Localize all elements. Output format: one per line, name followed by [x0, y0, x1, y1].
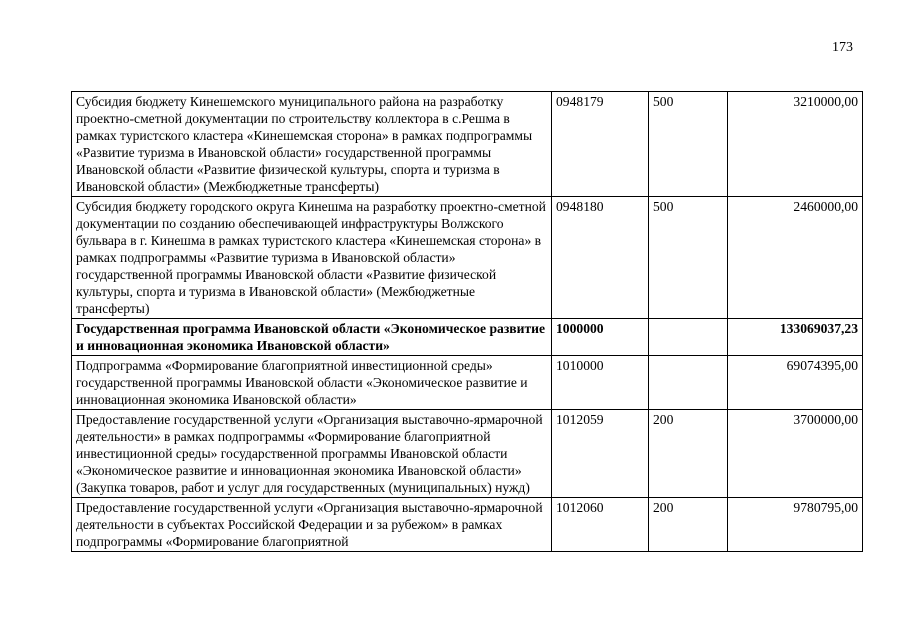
- row-amount-cell: 69074395,00: [728, 356, 863, 410]
- row-code-cell: 0948180: [552, 197, 649, 319]
- row-amount-cell: 133069037,23: [728, 319, 863, 356]
- row-type-cell: 200: [649, 410, 728, 498]
- row-name-cell: Подпрограмма «Формирование благоприятной инвестиционной среды» государственной программы Ивановской области «Экономическое развитие и инновационная экономика Ивановской области»: [72, 356, 552, 410]
- table-row: [72, 410, 863, 498]
- row-code-cell: 1012059: [552, 410, 649, 498]
- row-name-cell: Предоставление государственной услуги «Организация выставочно-ярмарочной деятельности» в рамках подпрограммы «Формирование благоприятной инвестиционной среды» государственной программы Ивановской области «Экономическое развитие и инновационная экономика Ивановской области» (Закупка товаров, работ и услуг для государственных (муниципальных) нужд): [72, 410, 552, 498]
- row-amount-cell: 2460000,00: [728, 197, 863, 319]
- table-row: [72, 92, 863, 197]
- row-amount-cell: 3210000,00: [728, 92, 863, 197]
- row-type-cell: 500: [649, 92, 728, 197]
- row-amount-cell: 9780795,00: [728, 498, 863, 552]
- row-code-cell: 1010000: [552, 356, 649, 410]
- page-number: 173: [832, 40, 853, 55]
- table-row: [72, 356, 863, 410]
- table-row-program-total: [72, 319, 863, 356]
- row-code-cell: 0948179: [552, 92, 649, 197]
- row-type-cell: [649, 319, 728, 356]
- row-code-cell: 1000000: [552, 319, 649, 356]
- row-name-cell: Субсидия бюджету Кинешемского муниципального района на разработку проектно-сметной документации по строительству коллектора в с.Решма в рамках туристского кластера «Кинешемская сторона» в рамках подпрограммы «Развитие туризма в Ивановской области» государственной программы Ивановской области «Развитие физической культуры, спорта и туризма в Ивановской области» (Межбюджетные трансферты): [72, 92, 552, 197]
- row-code-cell: 1012060: [552, 498, 649, 552]
- row-name-cell: Государственная программа Ивановской области «Экономическое развитие и инновационная экономика Ивановской области»: [72, 319, 552, 356]
- budget-table: [71, 91, 863, 552]
- row-amount-cell: 3700000,00: [728, 410, 863, 498]
- row-type-cell: 200: [649, 498, 728, 552]
- row-type-cell: 500: [649, 197, 728, 319]
- table-row: [72, 197, 863, 319]
- row-type-cell: [649, 356, 728, 410]
- row-name-cell: Предоставление государственной услуги «Организация выставочно-ярмарочной деятельности в субъектах Российской Федерации и за рубежом» в рамках подпрограммы «Формирование благоприятной: [72, 498, 552, 552]
- table-row: [72, 498, 863, 552]
- row-name-cell: Субсидия бюджету городского округа Кинешма на разработку проектно-сметной документации по созданию обеспечивающей инфраструктуры Волжского бульвара в г. Кинешма в рамках туристского кластера «Кинешемская сторона» в рамках подпрограммы «Развитие туризма в Ивановской области» государственной программы Ивановской области «Развитие физической культуры, спорта и туризма в Ивановской области» (Межбюджетные трансферты): [72, 197, 552, 319]
